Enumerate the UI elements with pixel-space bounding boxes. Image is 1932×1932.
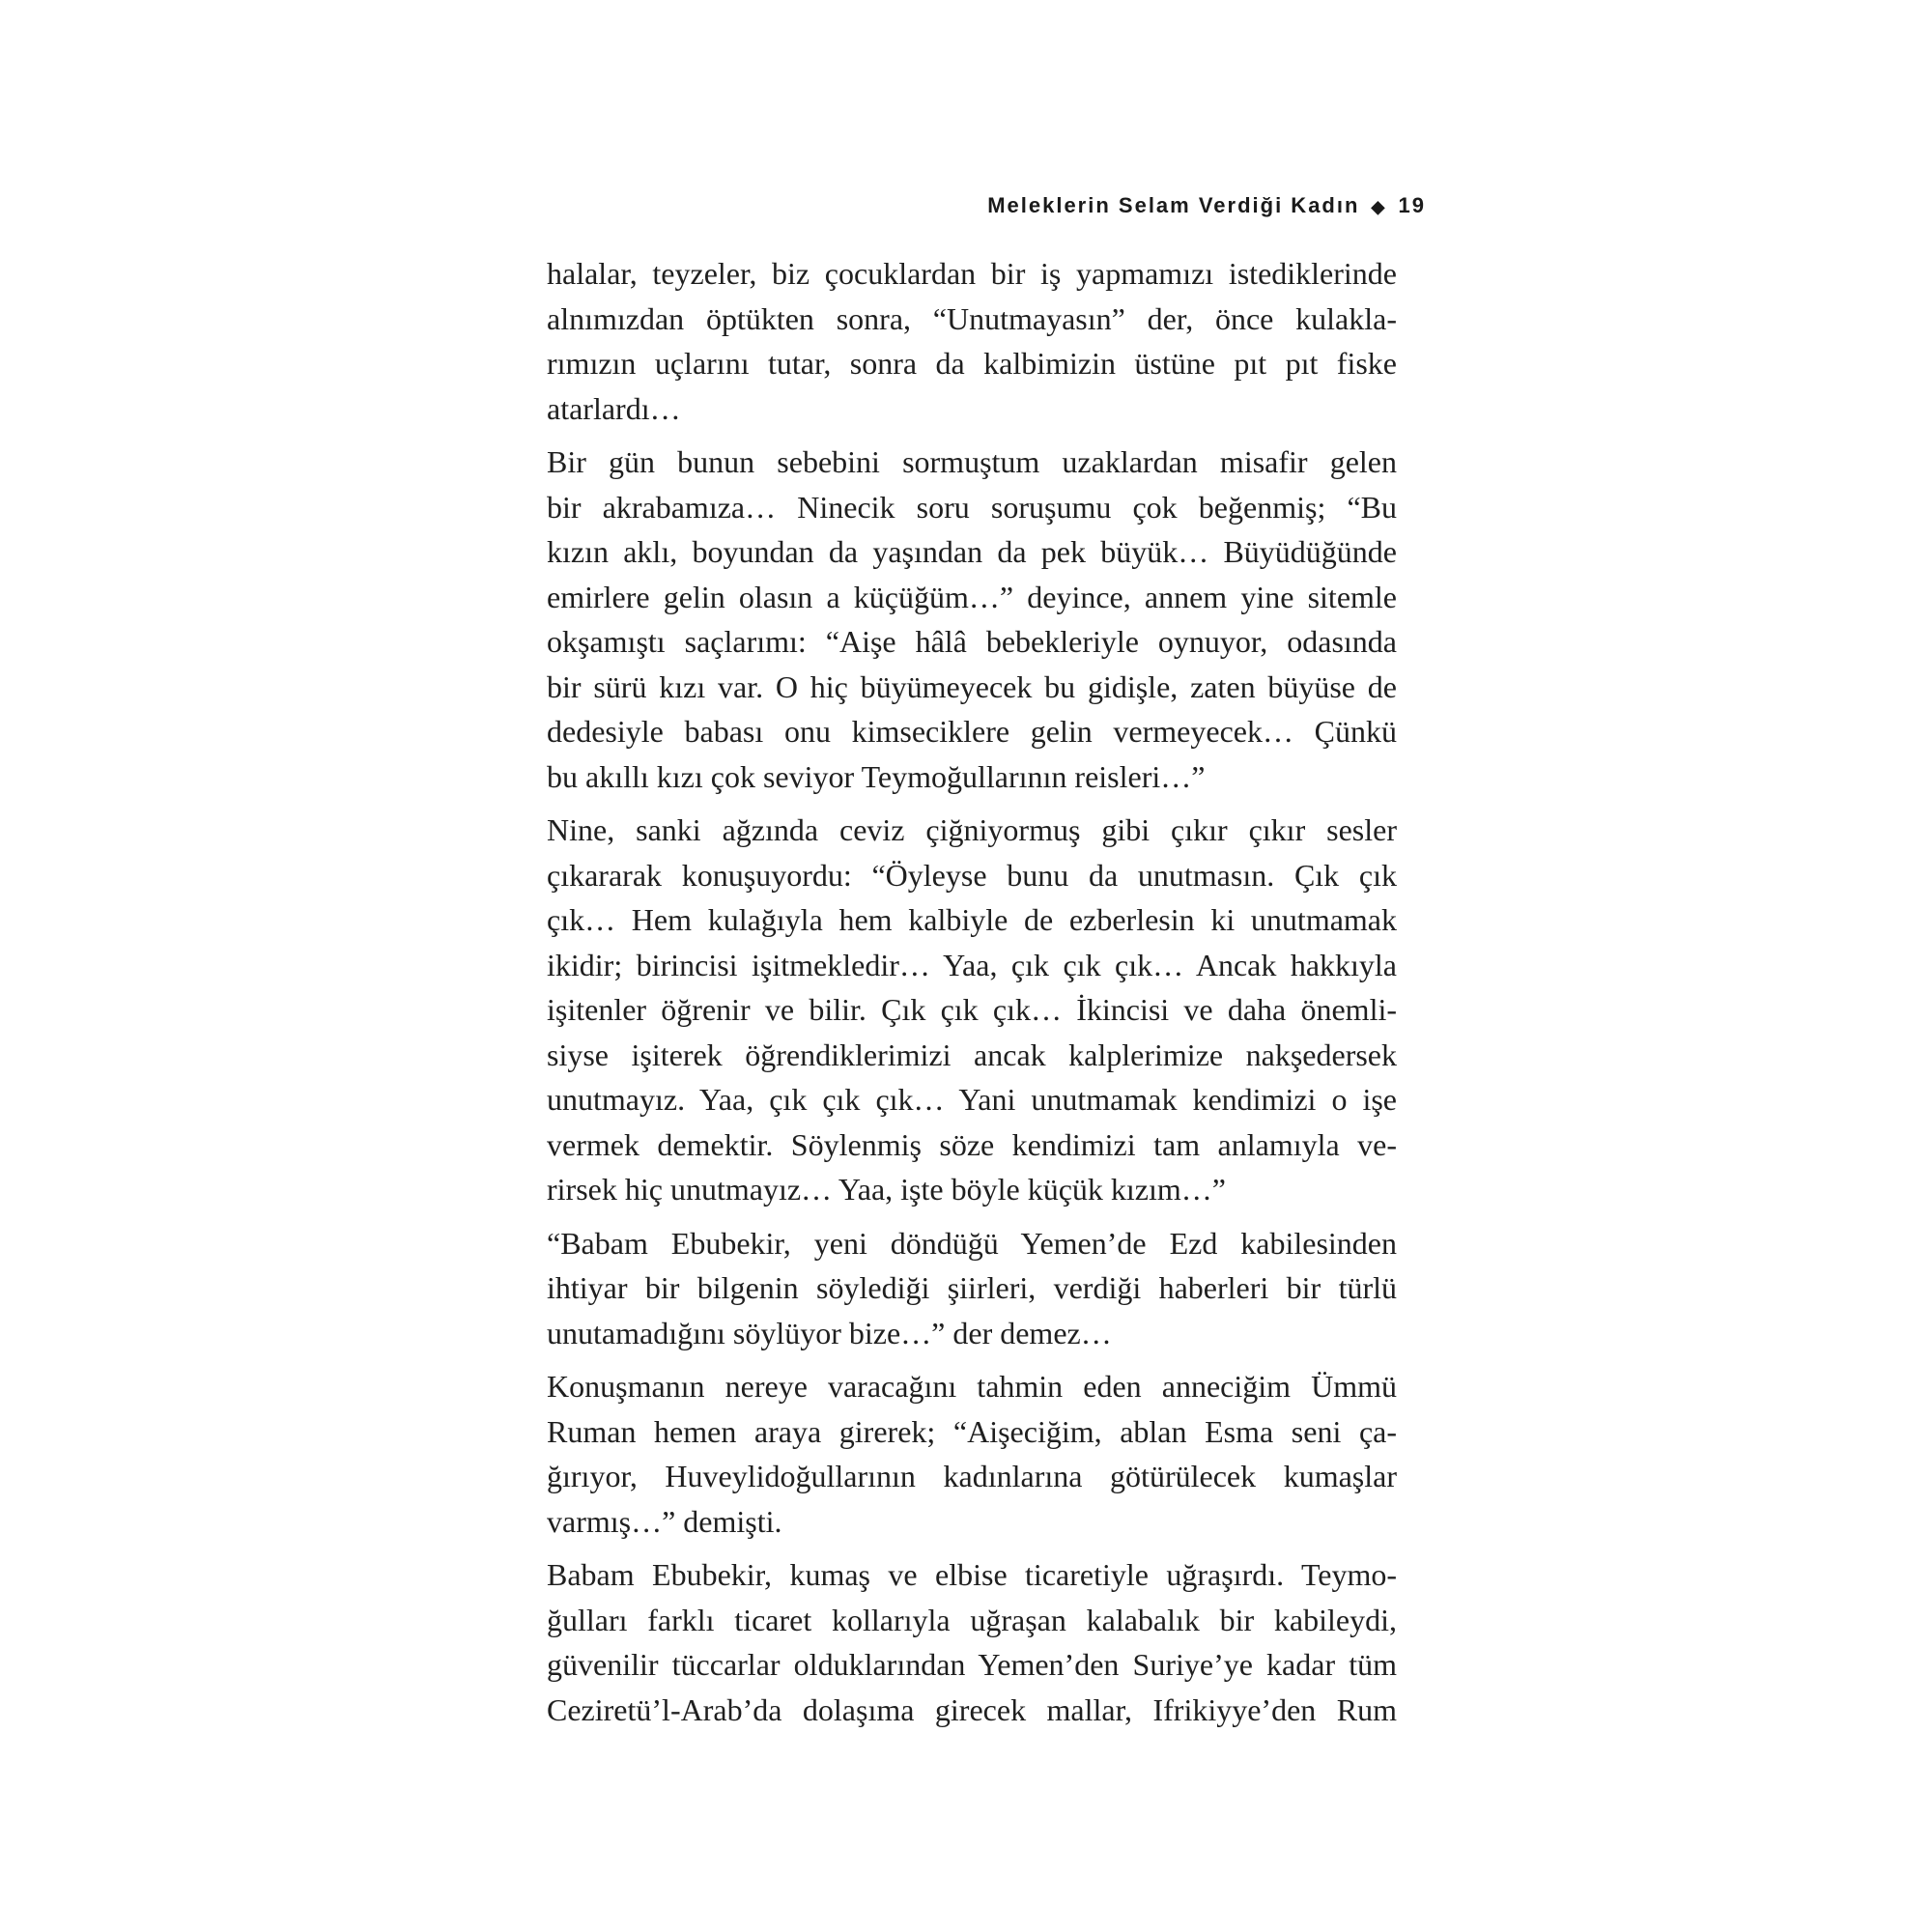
text-line: Ceziretü’l-Arab’da dolaşıma girecek mallar, Ifrikiyye’den Rum	[547, 1691, 1397, 1727]
text-line: siyse işiterek öğrendiklerimizi ancak kalplerimize nakşedersek	[547, 1037, 1397, 1072]
body-text	[547, 251, 1397, 1741]
paragraph	[547, 1552, 1397, 1732]
text-line: okşamıştı saçlarımı: “Aişe hâlâ bebekleriyle oynuyor, odasında	[547, 624, 1397, 659]
paragraph	[547, 1364, 1397, 1544]
text-line: güvenilir tüccarlar olduklarından Yemen’den Suriye’ye kadar tüm	[547, 1647, 1397, 1682]
text-line: Babam Ebubekir, kumaş ve elbise ticaretiyle uğraşırdı. Teymo-	[547, 1557, 1397, 1592]
text-line: Ruman hemen araya girerek; “Aişeciğim, ablan Esma seni ça-	[547, 1413, 1397, 1449]
text-line: rirsek hiç unutmayız… Yaa, işte böyle küçük kızım…”	[547, 1172, 1226, 1207]
text-line: emirlere gelin olasın a küçüğüm…” deyince, annem yine sitemle	[547, 579, 1397, 614]
paragraph	[547, 808, 1397, 1212]
text-line: kızın aklı, boyundan da yaşından da pek büyük… Büyüdüğünde	[547, 534, 1397, 569]
paragraph	[547, 1221, 1397, 1356]
text-line: atarlardı…	[547, 390, 681, 426]
text-line: bir akrabamıza… Ninecik soru soruşumu çok beğenmiş; “Bu	[547, 489, 1397, 525]
text-line: unutamadığını söylüyor bize…” der demez…	[547, 1315, 1112, 1350]
text-line: işitenler öğrenir ve bilir. Çık çık çık… İkincisi ve daha önemli-	[547, 992, 1397, 1027]
diamond-separator-icon: ◆	[1371, 197, 1387, 216]
book-title: Meleklerin Selam Verdiği Kadın	[987, 193, 1360, 217]
text-line: unutmayız. Yaa, çık çık çık… Yani unutmamak kendimizi o işe	[547, 1082, 1397, 1117]
text-line: vermek demektir. Söylenmiş söze kendimizi tam anlamıyla ve-	[547, 1126, 1397, 1162]
text-line: ihtiyar bir bilgenin söylediği şiirleri, verdiği haberleri bir türlü	[547, 1270, 1397, 1305]
text-line: Konuşmanın nereye varacağını tahmin eden anneciğim Ümmü	[547, 1369, 1397, 1404]
text-line: dedesiyle babası onu kimseciklere gelin vermeyecek… Çünkü	[547, 714, 1397, 749]
text-line: çıkararak konuşuyordu: “Öyleyse bunu da unutmasın. Çık çık	[547, 857, 1397, 893]
text-line: ikidir; birincisi işitmekledir… Yaa, çık çık çık… Ancak hakkıyla	[547, 947, 1397, 982]
text-line: rımızın uçlarını tutar, sonra da kalbimizin üstüne pıt pıt fiske	[547, 346, 1397, 381]
text-line: ğulları farklı ticaret kollarıyla uğraşan kalabalık bir kabileydi,	[547, 1602, 1397, 1637]
text-line: ğırıyor, Huveylidoğullarının kadınlarına götürülecek kumaşlar	[547, 1459, 1397, 1493]
text-line: bu akıllı kızı çok seviyor Teymoğullarının reisleri…”	[547, 758, 1206, 794]
text-line: varmış…” demişti.	[547, 1503, 782, 1539]
paragraph	[547, 251, 1397, 431]
text-line: Nine, sanki ağzında ceviz çiğniyormuş gibi çıkır çıkır sesler	[547, 812, 1397, 847]
paragraph	[547, 440, 1397, 799]
text-line: “Babam Ebubekir, yeni döndüğü Yemen’de Ezd kabilesinden	[547, 1225, 1397, 1261]
text-line: çık… Hem kulağıyla hem kalbiyle de ezberlesin ki unutmamak	[547, 902, 1397, 937]
running-header	[547, 193, 1426, 218]
text-line: halalar, teyzeler, biz çocuklardan bir iş yapmamızı istediklerinde	[547, 256, 1397, 291]
page-number: 19	[1398, 193, 1426, 217]
text-line: alnımızdan öptükten sonra, “Unutmayasın” der, önce kulakla-	[547, 300, 1397, 336]
text-line: Bir gün bunun sebebini sormuştum uzaklardan misafir gelen	[547, 444, 1397, 479]
text-line: bir sürü kızı var. O hiç büyümeyecek bu gidişle, zaten büyüse de	[547, 668, 1397, 704]
